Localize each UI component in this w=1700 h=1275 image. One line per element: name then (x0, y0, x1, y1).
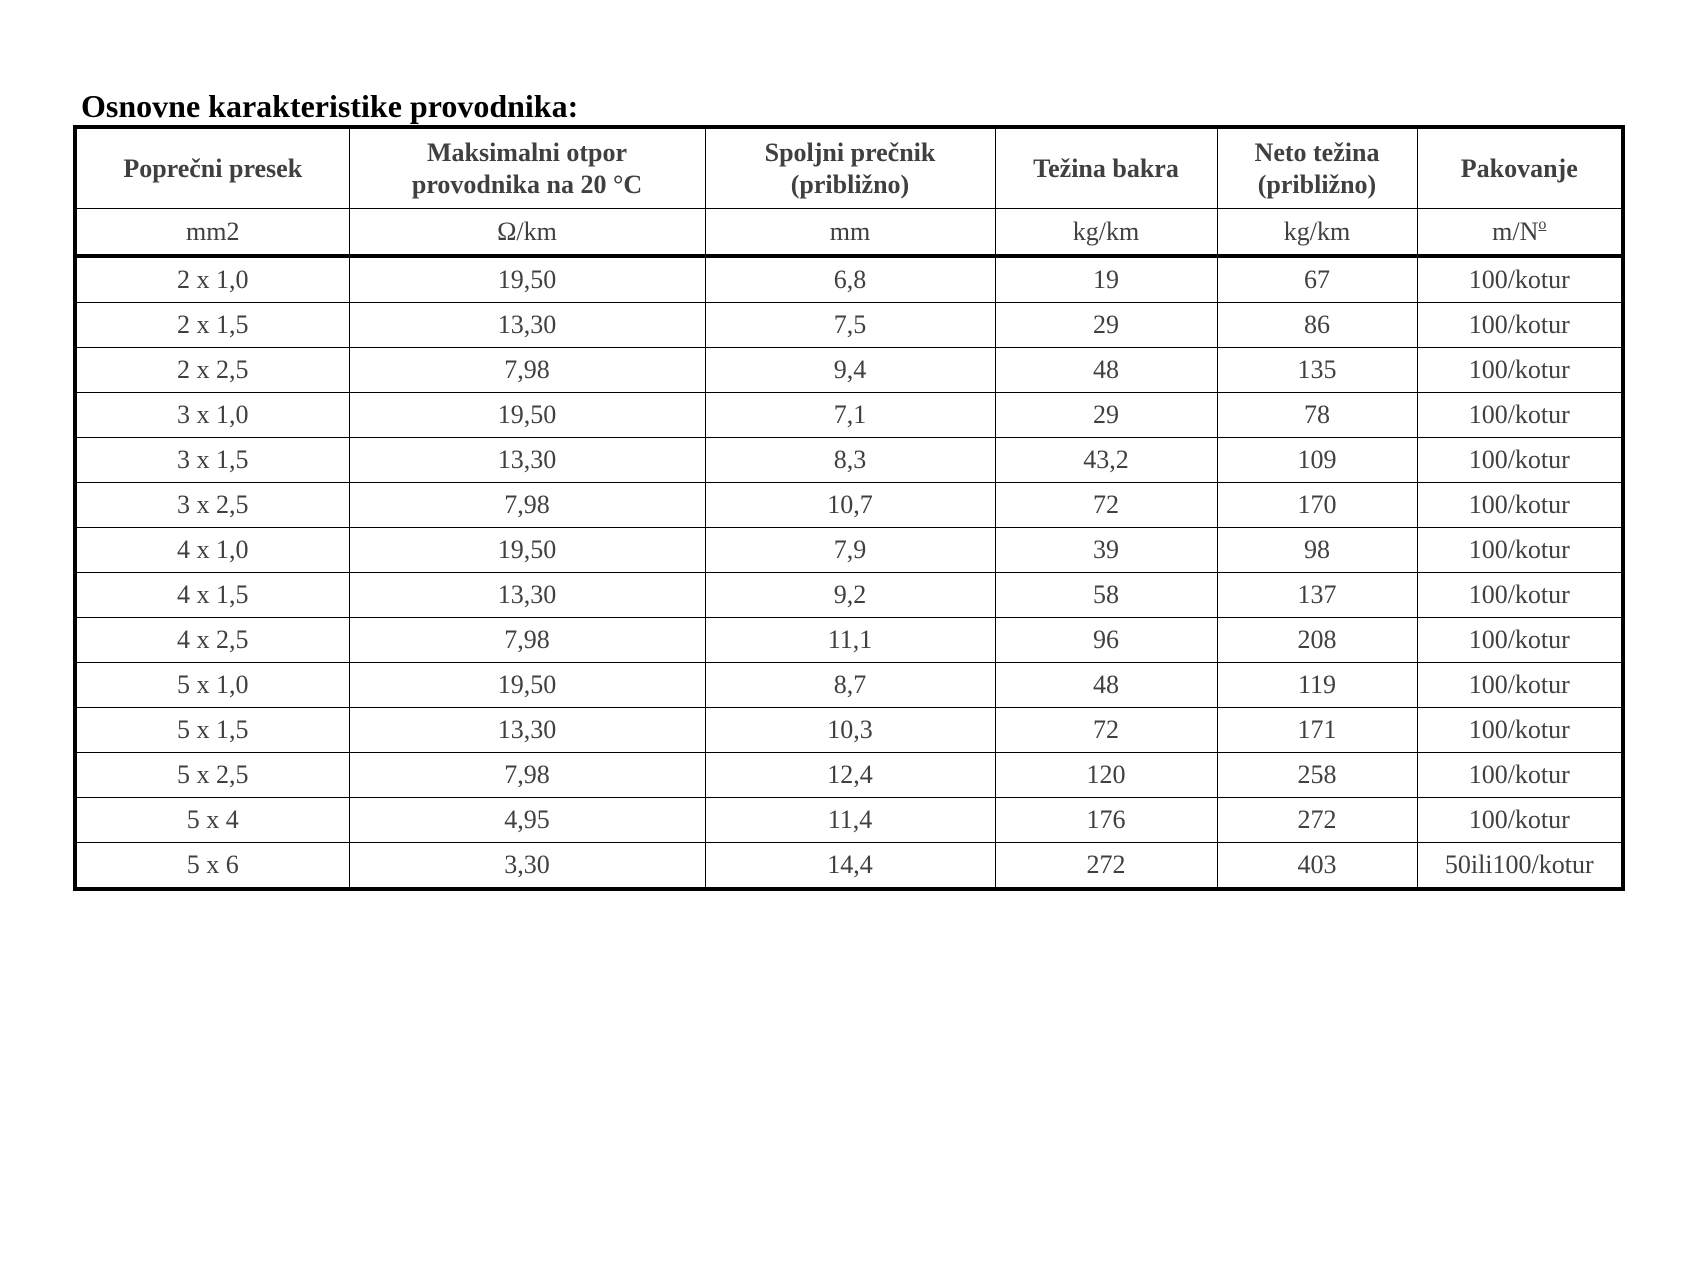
cell-net-weight: 258 (1217, 753, 1417, 798)
cell-net-weight: 137 (1217, 573, 1417, 618)
header-net-weight (1217, 127, 1417, 209)
cell-packaging: 100/kotur (1417, 618, 1623, 663)
cell-resistance: 7,98 (349, 618, 705, 663)
cell-resistance: 7,98 (349, 753, 705, 798)
table-row (75, 528, 1623, 573)
table-row (75, 708, 1623, 753)
cell-outer-diameter: 7,9 (705, 528, 995, 573)
cell-net-weight: 135 (1217, 348, 1417, 393)
header-packaging (1417, 127, 1623, 209)
table-row (75, 663, 1623, 708)
table-row (75, 573, 1623, 618)
cell-net-weight: 171 (1217, 708, 1417, 753)
cell-resistance: 13,30 (349, 573, 705, 618)
cell-outer-diameter: 7,5 (705, 303, 995, 348)
page-title: Osnovne karakteristike provodnika: (81, 88, 579, 124)
cell-net-weight: 208 (1217, 618, 1417, 663)
cell-resistance: 19,50 (349, 256, 705, 303)
header-packaging-label: Pakovanje (1460, 153, 1578, 183)
cell-resistance: 4,95 (349, 798, 705, 843)
cell-packaging: 100/kotur (1417, 708, 1623, 753)
cell-outer-diameter: 9,4 (705, 348, 995, 393)
cell-outer-diameter: 7,1 (705, 393, 995, 438)
header-resistance-line1: Maksimalni otpor (426, 137, 628, 167)
cell-net-weight: 109 (1217, 438, 1417, 483)
cell-resistance: 13,30 (349, 708, 705, 753)
cell-resistance: 7,98 (349, 348, 705, 393)
cell-packaging: 100/kotur (1417, 528, 1623, 573)
cell-packaging: 100/kotur (1417, 348, 1623, 393)
cell-copper-weight: 72 (995, 708, 1217, 753)
header-copper-weight-label: Težina bakra (1033, 153, 1179, 183)
cell-copper-weight: 29 (995, 303, 1217, 348)
cell-net-weight: 170 (1217, 483, 1417, 528)
unit-outer-diameter: mm (705, 209, 995, 257)
cell-cross-section: 5 x 6 (75, 843, 349, 890)
cell-cross-section: 4 x 1,0 (75, 528, 349, 573)
cell-resistance: 13,30 (349, 303, 705, 348)
cell-copper-weight: 43,2 (995, 438, 1217, 483)
header-net-weight-line1: Neto težina (1254, 137, 1380, 167)
cell-net-weight: 86 (1217, 303, 1417, 348)
table-row (75, 618, 1623, 663)
table-row (75, 798, 1623, 843)
cell-outer-diameter: 14,4 (705, 843, 995, 890)
unit-copper-weight: kg/km (995, 209, 1217, 257)
unit-resistance: Ω/km (349, 209, 705, 257)
cell-resistance: 7,98 (349, 483, 705, 528)
header-outer-diameter (705, 127, 995, 209)
cell-outer-diameter: 11,1 (705, 618, 995, 663)
unit-net-weight: kg/km (1217, 209, 1417, 257)
header-outer-diameter-line2: (približno) (790, 169, 910, 199)
header-resistance-line2: provodnika na 20 °C (411, 169, 643, 199)
cell-cross-section: 2 x 1,0 (75, 256, 349, 303)
unit-packaging-sup: o (1538, 216, 1547, 233)
table-row (75, 843, 1623, 890)
cell-packaging: 50ili100/kotur (1417, 843, 1623, 890)
cell-copper-weight: 58 (995, 573, 1217, 618)
cell-cross-section: 5 x 1,5 (75, 708, 349, 753)
cell-packaging: 100/kotur (1417, 663, 1623, 708)
cell-resistance: 19,50 (349, 393, 705, 438)
cell-packaging: 100/kotur (1417, 573, 1623, 618)
cell-net-weight: 67 (1217, 256, 1417, 303)
table-row (75, 483, 1623, 528)
cell-outer-diameter: 9,2 (705, 573, 995, 618)
cell-cross-section: 5 x 2,5 (75, 753, 349, 798)
cell-packaging: 100/kotur (1417, 393, 1623, 438)
cell-copper-weight: 96 (995, 618, 1217, 663)
header-cross-section-label: Poprečni presek (123, 153, 303, 183)
cell-outer-diameter: 11,4 (705, 798, 995, 843)
table-body (75, 256, 1623, 889)
cell-cross-section: 5 x 1,0 (75, 663, 349, 708)
header-net-weight-line2: (približno) (1257, 169, 1377, 199)
cell-cross-section: 3 x 1,5 (75, 438, 349, 483)
cell-outer-diameter: 10,3 (705, 708, 995, 753)
cell-packaging: 100/kotur (1417, 798, 1623, 843)
cell-cross-section: 3 x 2,5 (75, 483, 349, 528)
conductor-specs-table (73, 125, 1625, 891)
cell-outer-diameter: 12,4 (705, 753, 995, 798)
cell-resistance: 3,30 (349, 843, 705, 890)
cell-packaging: 100/kotur (1417, 256, 1623, 303)
cell-outer-diameter: 8,7 (705, 663, 995, 708)
unit-cross-section: mm2 (75, 209, 349, 257)
cell-resistance: 19,50 (349, 528, 705, 573)
cell-copper-weight: 29 (995, 393, 1217, 438)
cell-cross-section: 4 x 1,5 (75, 573, 349, 618)
cell-packaging: 100/kotur (1417, 303, 1623, 348)
cell-copper-weight: 272 (995, 843, 1217, 890)
unit-packaging (1417, 209, 1623, 257)
cell-outer-diameter: 10,7 (705, 483, 995, 528)
unit-row (75, 209, 1623, 257)
header-outer-diameter-line1: Spoljni prečnik (764, 137, 936, 167)
cell-net-weight: 119 (1217, 663, 1417, 708)
cell-resistance: 19,50 (349, 663, 705, 708)
header-copper-weight (995, 127, 1217, 209)
cell-cross-section: 2 x 1,5 (75, 303, 349, 348)
unit-packaging-base: m/N (1492, 217, 1539, 246)
cell-copper-weight: 48 (995, 663, 1217, 708)
table-row (75, 256, 1623, 303)
cell-copper-weight: 19 (995, 256, 1217, 303)
header-resistance (349, 127, 705, 209)
table-row (75, 438, 1623, 483)
cell-packaging: 100/kotur (1417, 483, 1623, 528)
cell-net-weight: 98 (1217, 528, 1417, 573)
cell-outer-diameter: 8,3 (705, 438, 995, 483)
cell-net-weight: 272 (1217, 798, 1417, 843)
table-row (75, 753, 1623, 798)
table-row (75, 393, 1623, 438)
cell-copper-weight: 48 (995, 348, 1217, 393)
table-row (75, 303, 1623, 348)
cell-cross-section: 2 x 2,5 (75, 348, 349, 393)
cell-outer-diameter: 6,8 (705, 256, 995, 303)
cell-resistance: 13,30 (349, 438, 705, 483)
cell-copper-weight: 176 (995, 798, 1217, 843)
cell-cross-section: 4 x 2,5 (75, 618, 349, 663)
cell-packaging: 100/kotur (1417, 753, 1623, 798)
cell-cross-section: 5 x 4 (75, 798, 349, 843)
cell-cross-section: 3 x 1,0 (75, 393, 349, 438)
header-row (75, 127, 1623, 209)
table-row (75, 348, 1623, 393)
cell-copper-weight: 72 (995, 483, 1217, 528)
header-cross-section (75, 127, 349, 209)
cell-copper-weight: 120 (995, 753, 1217, 798)
cell-net-weight: 78 (1217, 393, 1417, 438)
cell-copper-weight: 39 (995, 528, 1217, 573)
cell-net-weight: 403 (1217, 843, 1417, 890)
cell-packaging: 100/kotur (1417, 438, 1623, 483)
